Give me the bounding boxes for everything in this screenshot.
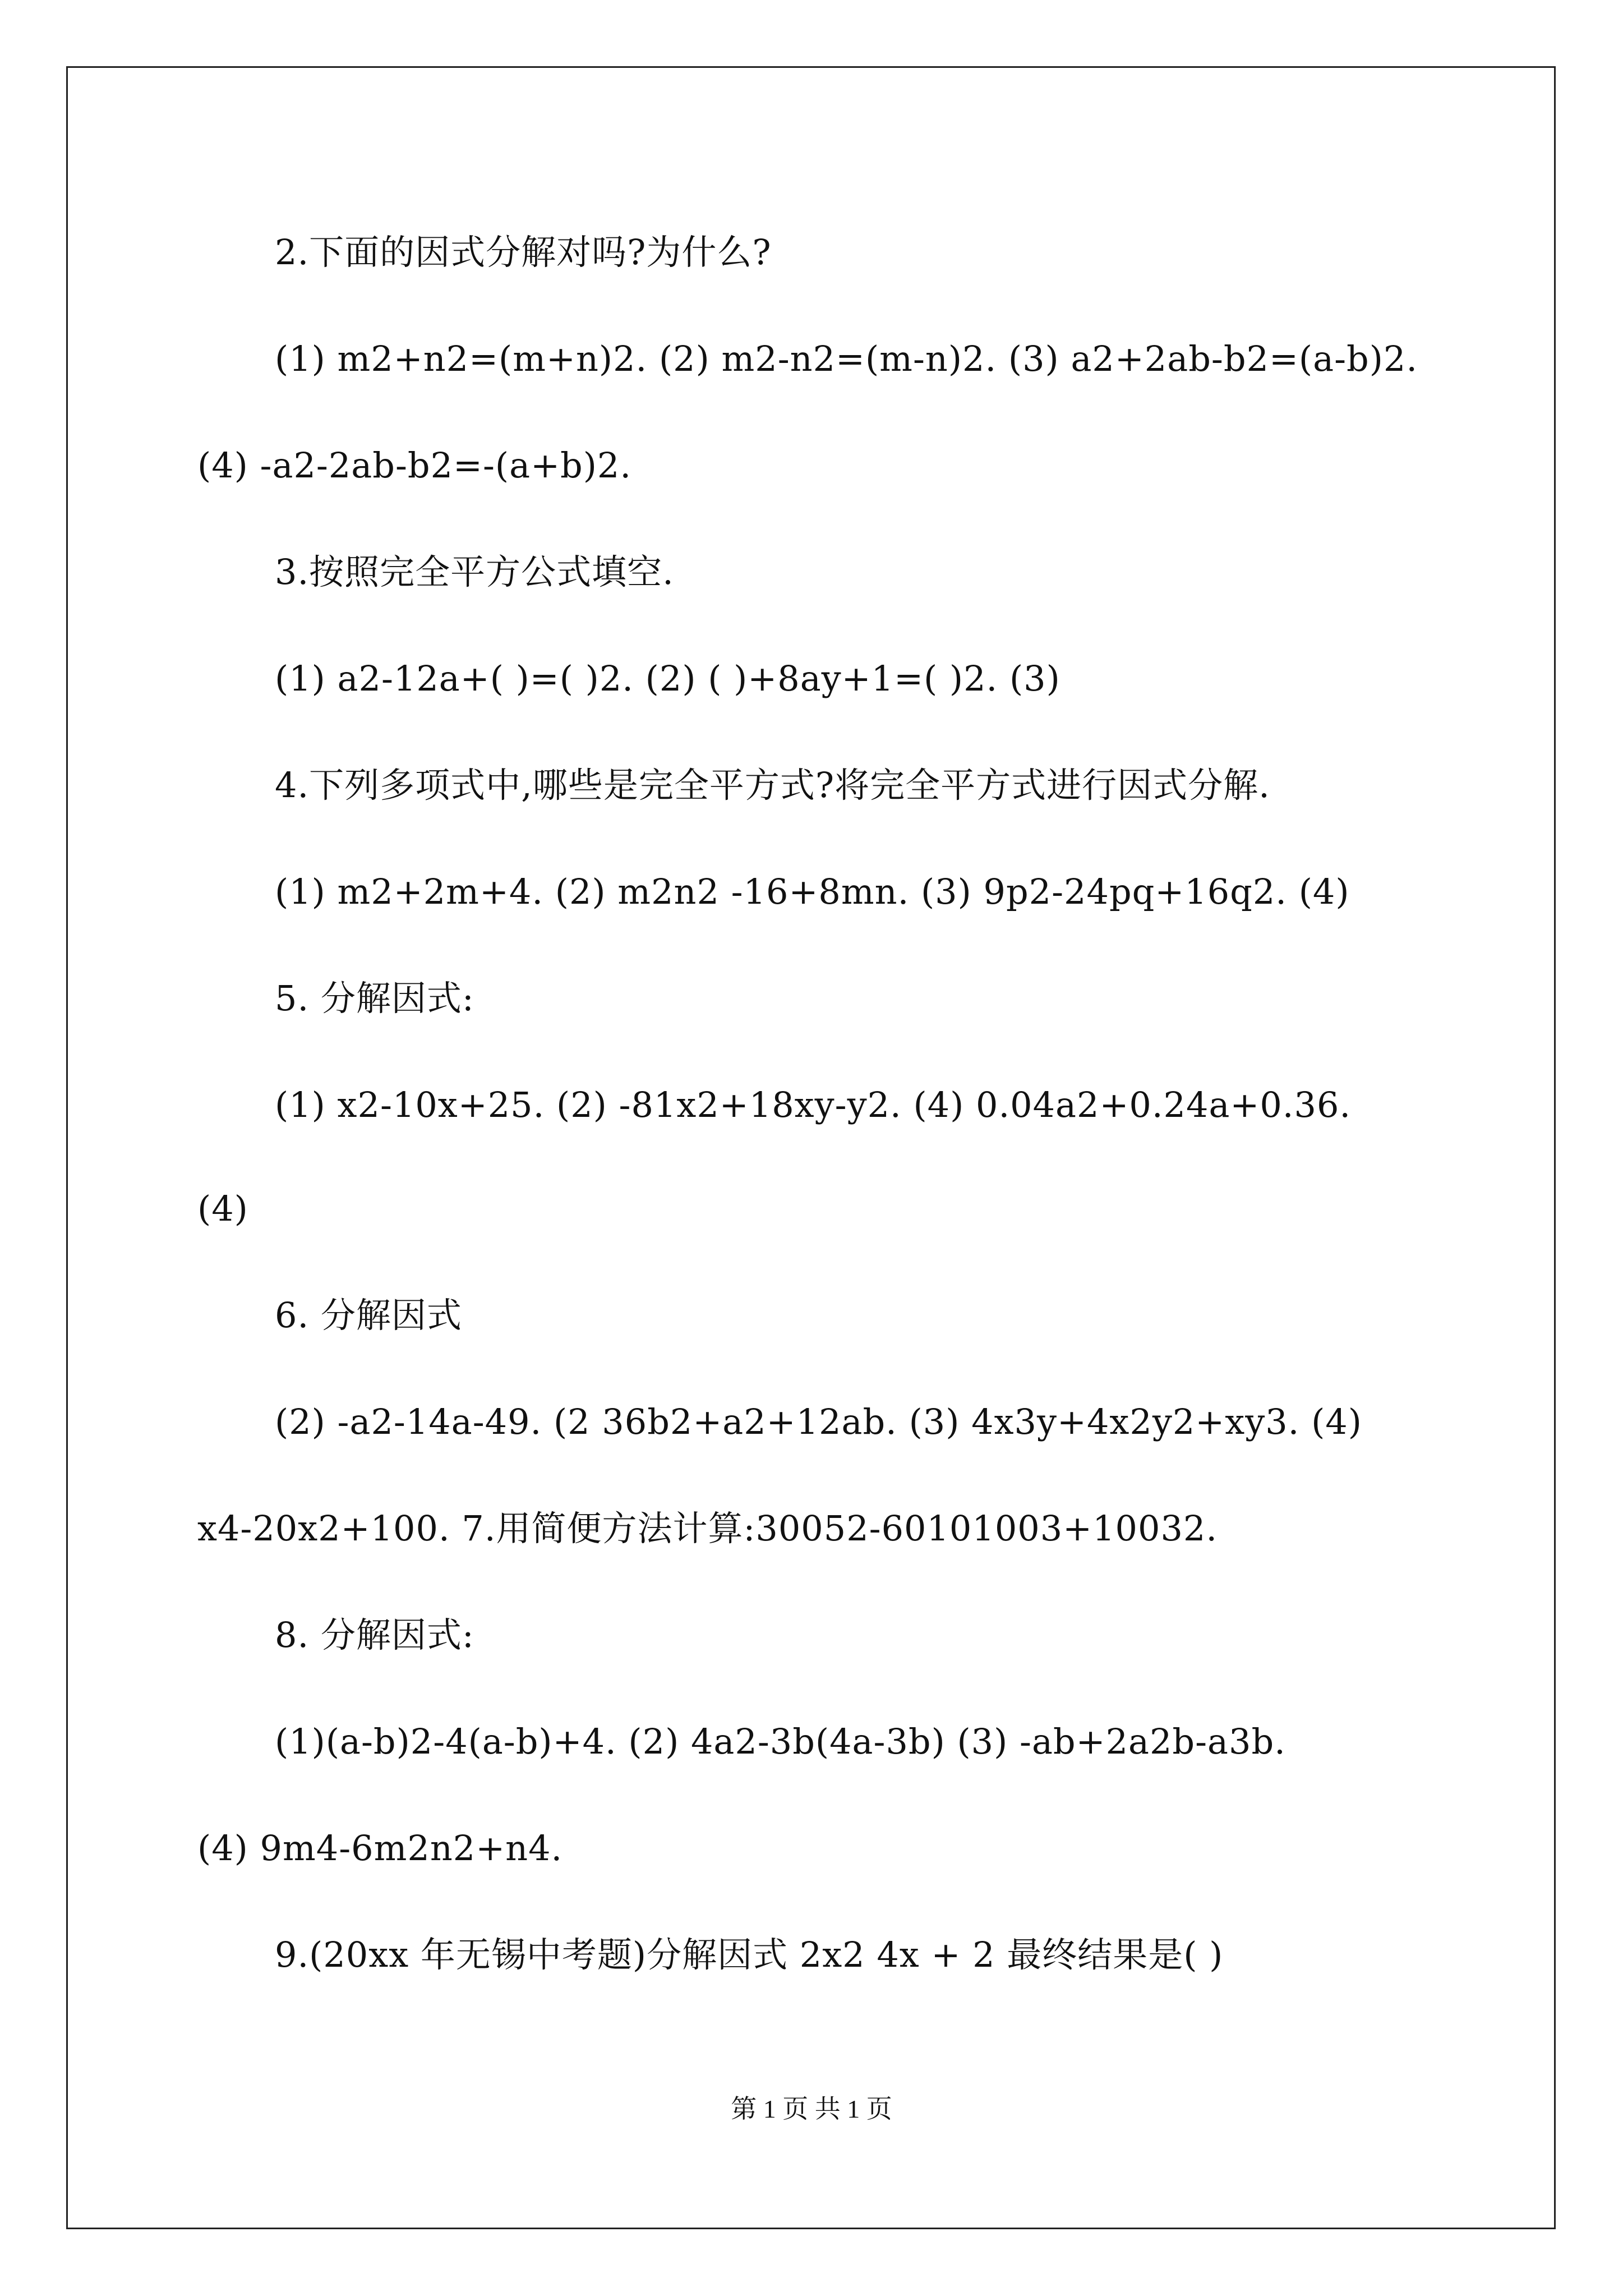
question-3-title: 3.按照完全平方公式填空. (275, 551, 674, 592)
question-6-title: 6. 分解因式 (275, 1295, 462, 1336)
question-8-title: 8. 分解因式: (275, 1614, 474, 1655)
question-6-7-line: x4-20x2+100. 7.用简便方法计算:30052-60101003+10032. (197, 1508, 1218, 1549)
question-9: 9.(20xx 年无锡中考题)分解因式 2x2 4x + 2 最终结果是( ) (275, 1934, 1224, 1975)
question-2-items: (1) m2+n2=(m+n)2. (2) m2-n2=(m-n)2. (3) a2+2ab-b2=(a-b)2. (275, 338, 1418, 379)
question-5-items-cont: (4) (197, 1188, 248, 1229)
question-5-title: 5. 分解因式: (275, 978, 474, 1019)
question-5-items: (1) x2-10x+25. (2) -81x2+18xy-y2. (4) 0.04a2+0.24a+0.36. (275, 1084, 1352, 1125)
page-border (66, 66, 1556, 2229)
page-footer: 第 1 页 共 1 页 (731, 2095, 892, 2123)
question-8-items-cont: (4) 9m4-6m2n2+n4. (197, 1828, 563, 1869)
question-4-items: (1) m2+2m+4. (2) m2n2 -16+8mn. (3) 9p2-24pq+16q2. (4) (275, 871, 1350, 912)
question-4-title: 4.下列多项式中,哪些是完全平方式?将完全平方式进行因式分解. (275, 765, 1270, 806)
question-2-items-cont: (4) -a2-2ab-b2=-(a+b)2. (197, 445, 632, 486)
question-6-items: (2) -a2-14a-49. (2 36b2+a2+12ab. (3) 4x3y+4x2y2+xy3. (4) (275, 1401, 1362, 1442)
question-2-title: 2.下面的因式分解对吗?为什么? (275, 232, 772, 273)
question-3-items: (1) a2-12a+( )=( )2. (2) ( )+8ay+1=( )2. (3) (275, 658, 1061, 699)
question-8-items: (1)(a-b)2-4(a-b)+4. (2) 4a2-3b(4a-3b) (3) -ab+2a2b-a3b. (275, 1721, 1286, 1762)
